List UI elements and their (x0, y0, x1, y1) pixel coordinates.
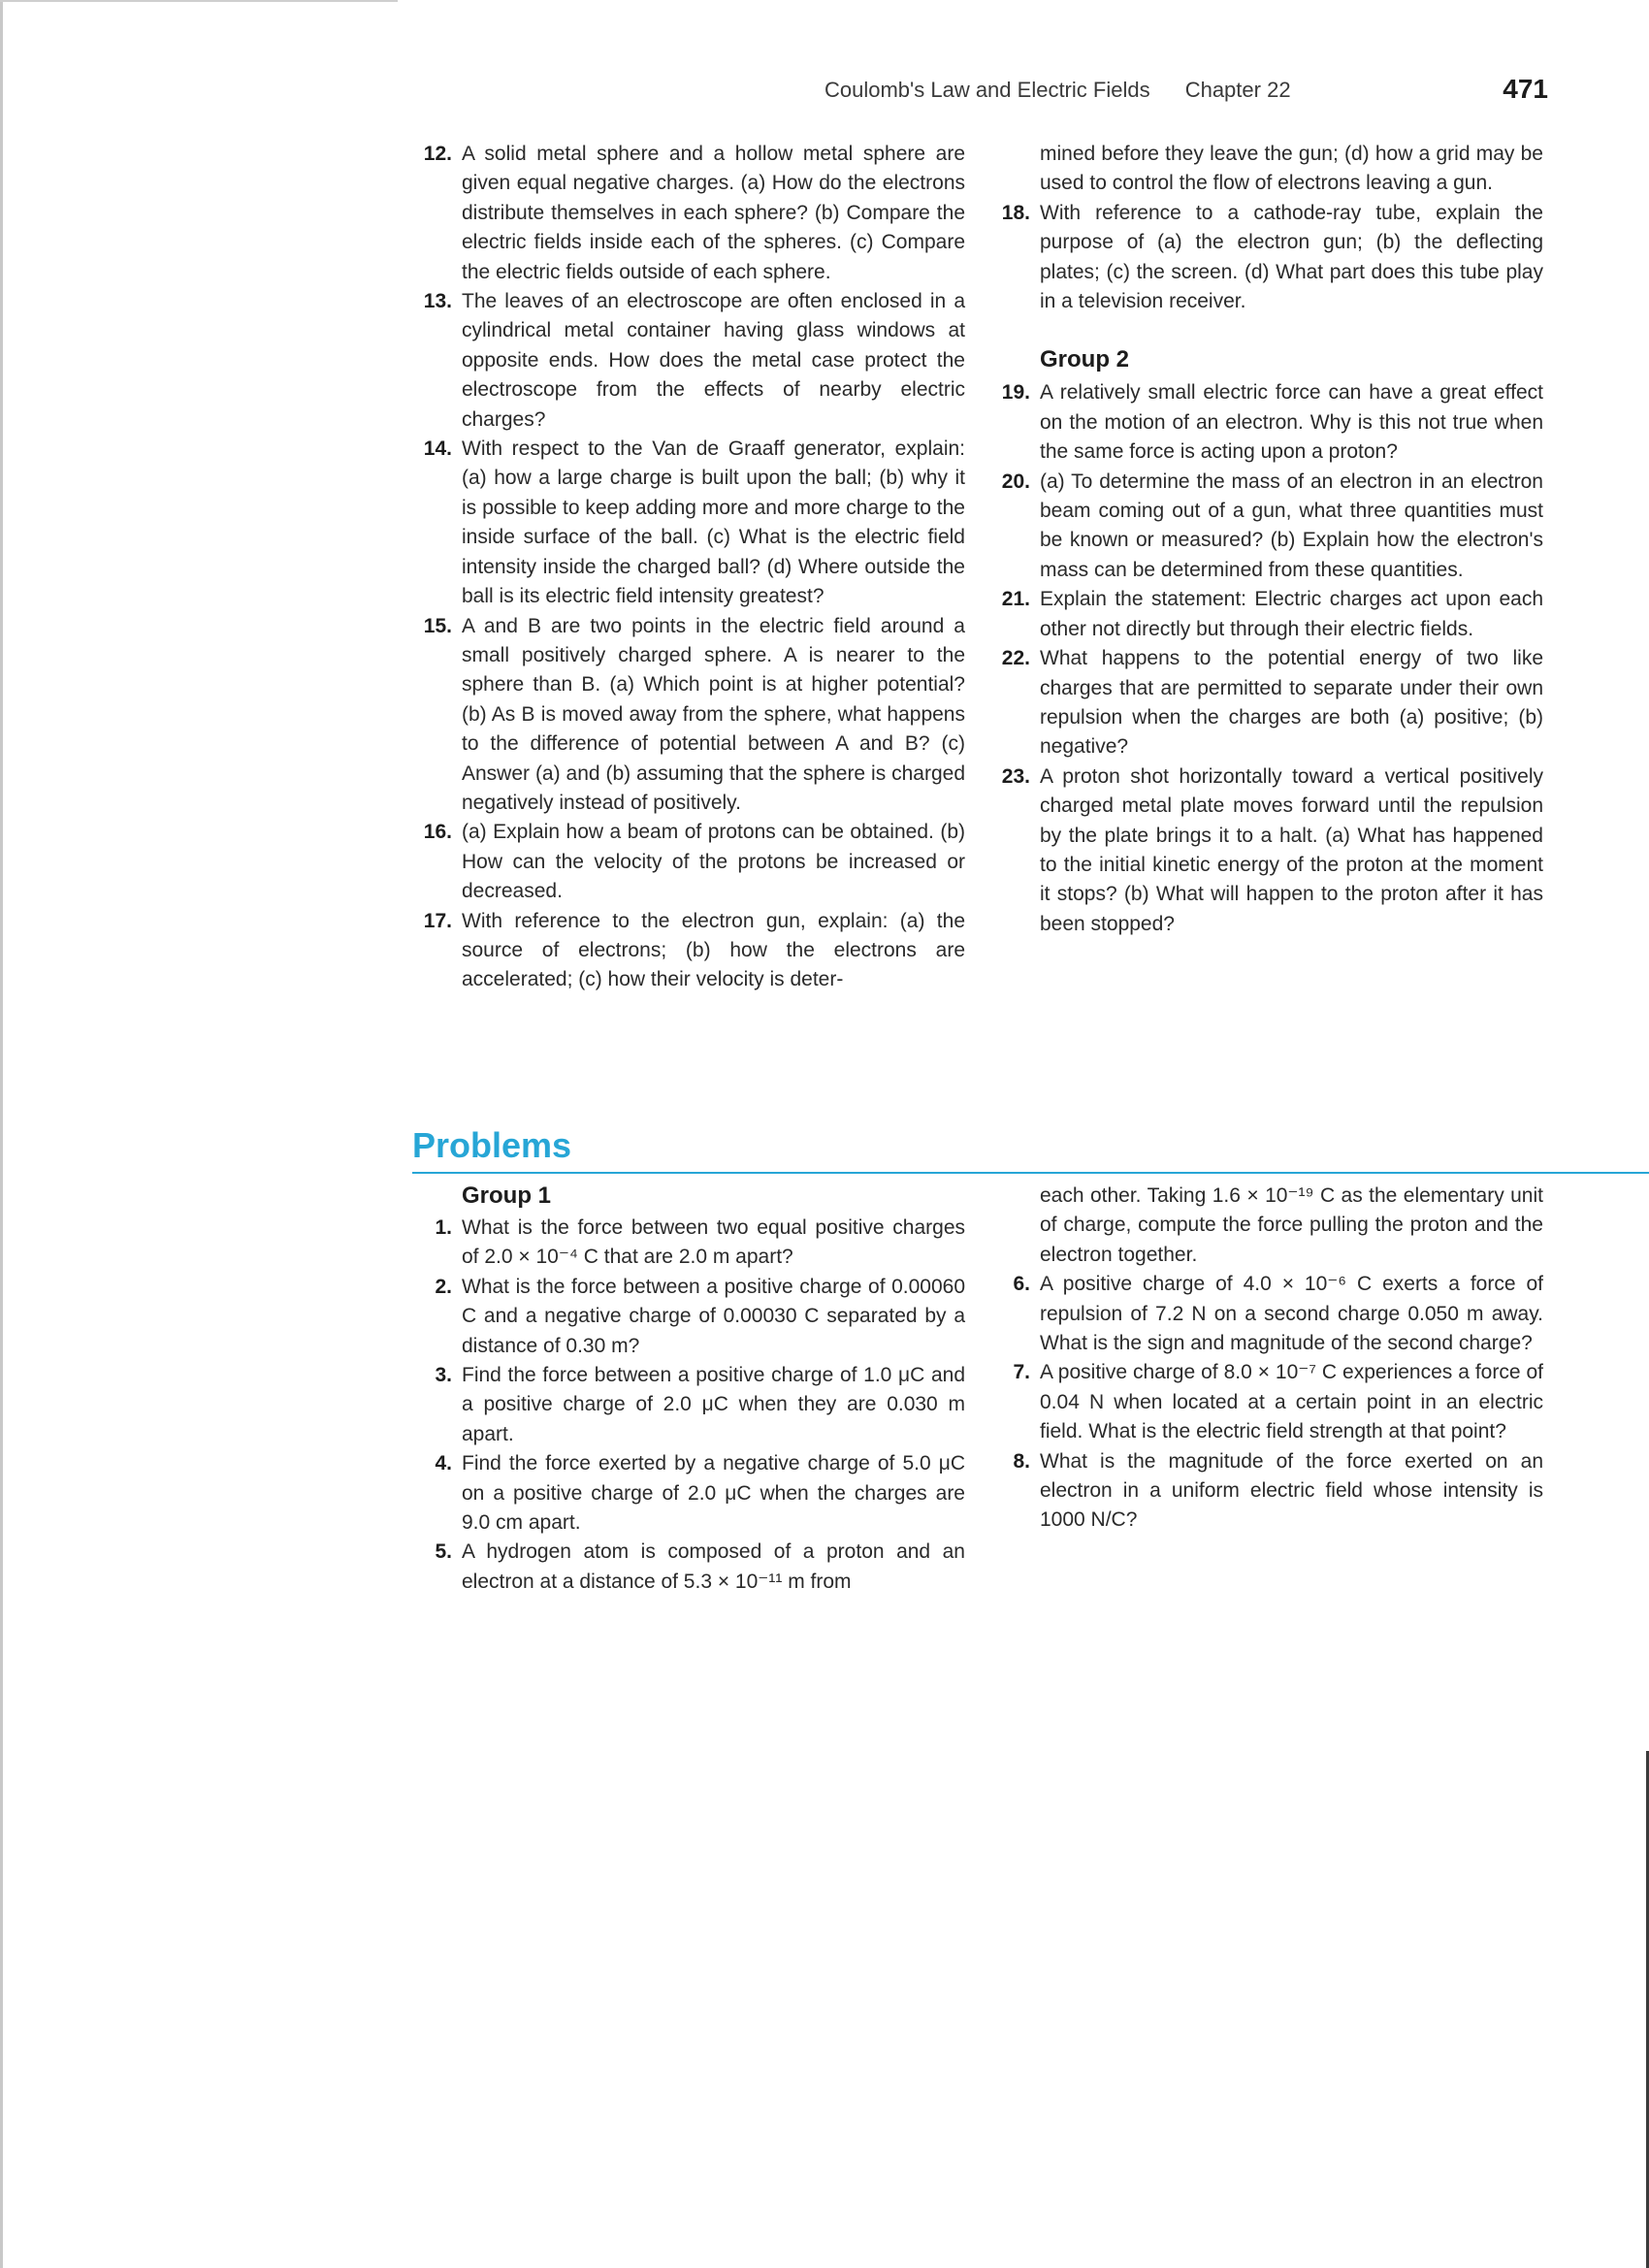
scan-edge-top (0, 0, 398, 2)
question-16 (417, 818, 965, 906)
problem-text: A hydrogen atom is composed of a proton and an electron at a distance of 5.3 × 10⁻¹¹ m from (462, 1540, 965, 1593)
problem-text: Find the force exerted by a negative charge of 5.0 μC on a positive charge of 2.0 μC when the charges are 9.0 cm apart. (462, 1452, 965, 1535)
problem-3 (417, 1361, 965, 1449)
problem-1 (417, 1214, 965, 1273)
question-text: The leaves of an electroscope are often enclosed in a cylindrical metal container having glass windows at opposite ends. How does the metal case protect the electroscope from the effects of nearby electric charges? (462, 290, 965, 431)
problem-text: A positive charge of 4.0 × 10⁻⁶ C exerts a force of repulsion of 7.2 N on a second charge 0.050 m away. What is the sign and magnitude of the second charge? (1040, 1273, 1543, 1355)
problem-6 (995, 1270, 1543, 1358)
question-number: 14. (423, 437, 452, 461)
question-17-continuation: mined before they leave the gun; (d) how a grid may be used to control the flow of electrons leaving a gun. (1040, 143, 1543, 195)
problems-heading: Problems (412, 1125, 572, 1165)
questions-right-column (995, 140, 1543, 939)
problem-7 (995, 1358, 1543, 1446)
problem-text: A positive charge of 8.0 × 10⁻⁷ C experiences a force of 0.04 N when located at a certain point in an electric field. What is the electric field strength at that point? (1040, 1361, 1543, 1443)
question-text: (a) To determine the mass of an electron in an electron beam coming out of a gun, what three quantities must be known or measured? (b) Explain how the electron's mass can be determined from these quantities. (1040, 470, 1543, 581)
question-number: 21. (1001, 588, 1030, 611)
question-text: What happens to the potential energy of two like charges that are permitted to separate under their own repulsion when the charges are both (a) positive; (b) negative? (1040, 647, 1543, 759)
question-text: Explain the statement: Electric charges act upon each other not directly but through their electric fields. (1040, 588, 1543, 640)
chapter-label: Chapter 22 (1184, 78, 1291, 102)
question-23 (995, 762, 1543, 939)
problem-4 (417, 1449, 965, 1538)
question-15 (417, 612, 965, 819)
problem-text: What is the force between a positive charge of 0.00060 C and a negative charge of 0.00030 C separated by a distance of 0.30 m? (462, 1275, 965, 1357)
question-text: A solid metal sphere and a hollow metal sphere are given equal negative charges. (a) How do the electrons distribute themselves in each sphere? (b) Compare the electric fields inside each of the spheres. (c) Compare the electric fields outside of each sphere. (462, 143, 965, 283)
problems-rule (412, 1172, 1649, 1174)
problems-right-column (995, 1182, 1543, 1536)
question-number: 17. (423, 909, 452, 932)
problems-left-column (417, 1182, 965, 1597)
running-head (824, 78, 1291, 103)
problem-5 (417, 1538, 965, 1597)
page-number: 471 (1503, 74, 1548, 104)
question-number: 16. (423, 821, 452, 844)
question-text: (a) Explain how a beam of protons can be obtained. (b) How can the velocity of the protons be increased or decreased. (462, 821, 965, 903)
running-title: Coulomb's Law and Electric Fields (824, 78, 1150, 102)
problem-number: 8. (1013, 1449, 1030, 1473)
question-19 (995, 378, 1543, 467)
question-number: 22. (1001, 647, 1030, 670)
problem-2 (417, 1273, 965, 1361)
question-12 (417, 140, 965, 287)
question-text: A and B are two points in the electric field around a small positively charged sphere. A is nearer to the sphere than B. (a) Which point is at higher potential? (b) As B is moved away from the sphere, what happens to the difference of potential between A and B? (c) Answer (a) and (b) assuming that the sphere is charged negatively instead of positively. (462, 614, 965, 814)
question-13 (417, 287, 965, 435)
problem-number: 2. (435, 1275, 452, 1298)
problem-number: 6. (1013, 1273, 1030, 1296)
question-number: 15. (423, 614, 452, 637)
question-text: A proton shot horizontally toward a vertical positively charged metal plate moves forward until the repulsion by the plate brings it to a halt. (a) What has happened to the initial kinetic energy of the proton at the moment it stops? (b) What will happen to the proton after it has been stopped? (1040, 764, 1543, 935)
group-1-heading: Group 1 (462, 1183, 552, 1209)
question-number: 12. (423, 143, 452, 165)
question-text: With respect to the Van de Graaff generator, explain: (a) how a large charge is built upon the ball; (b) why it is possible to keep adding more and more charge to the inside surface of the ball. (c) What is the electric field intensity inside the charged ball? (d) Where outside the ball is its electric field intensity greatest? (462, 437, 965, 608)
question-number: 20. (1001, 470, 1030, 493)
question-14 (417, 435, 965, 611)
question-22 (995, 644, 1543, 762)
problem-number: 4. (435, 1452, 452, 1475)
problem-number: 5. (435, 1540, 452, 1564)
problem-number: 3. (435, 1364, 452, 1387)
questions-left-column (417, 140, 965, 995)
question-20 (995, 468, 1543, 586)
problem-8 (995, 1447, 1543, 1536)
question-21 (995, 585, 1543, 644)
question-text: With reference to the electron gun, explain: (a) the source of electrons; (b) how the electrons are accelerated; (c) how their velocity is deter- (462, 909, 965, 991)
question-number: 18. (1001, 201, 1030, 224)
question-text: With reference to a cathode-ray tube, explain the purpose of (a) the electron gun; (b) the deflecting plates; (c) the screen. (d) What part does this tube play in a television receiver. (1040, 201, 1543, 313)
problem-text: Find the force between a positive charge of 1.0 μC and a positive charge of 2.0 μC when they are 0.030 m apart. (462, 1364, 965, 1445)
problem-number: 1. (435, 1216, 452, 1239)
question-number: 19. (1001, 381, 1030, 405)
problem-text: What is the magnitude of the force exerted on an electron in a uniform electric field whose intensity is 1000 N/C? (1040, 1449, 1543, 1532)
question-17 (417, 907, 965, 995)
question-text: A relatively small electric force can have a great effect on the motion of an electron. Why is this not true when the same force is acting upon a proton? (1040, 381, 1543, 464)
group-2-heading: Group 2 (1040, 346, 1130, 373)
question-number: 13. (423, 290, 452, 313)
problem-number: 7. (1013, 1361, 1030, 1384)
problem-text: What is the force between two equal positive charges of 2.0 × 10⁻⁴ C that are 2.0 m apart? (462, 1216, 965, 1269)
problem-5-continuation: each other. Taking 1.6 × 10⁻¹⁹ C as the elementary unit of charge, compute the force pulling the proton and the electron together. (1040, 1184, 1543, 1266)
scan-edge-left (0, 0, 3, 2268)
question-18 (995, 199, 1543, 317)
question-number: 23. (1001, 764, 1030, 788)
